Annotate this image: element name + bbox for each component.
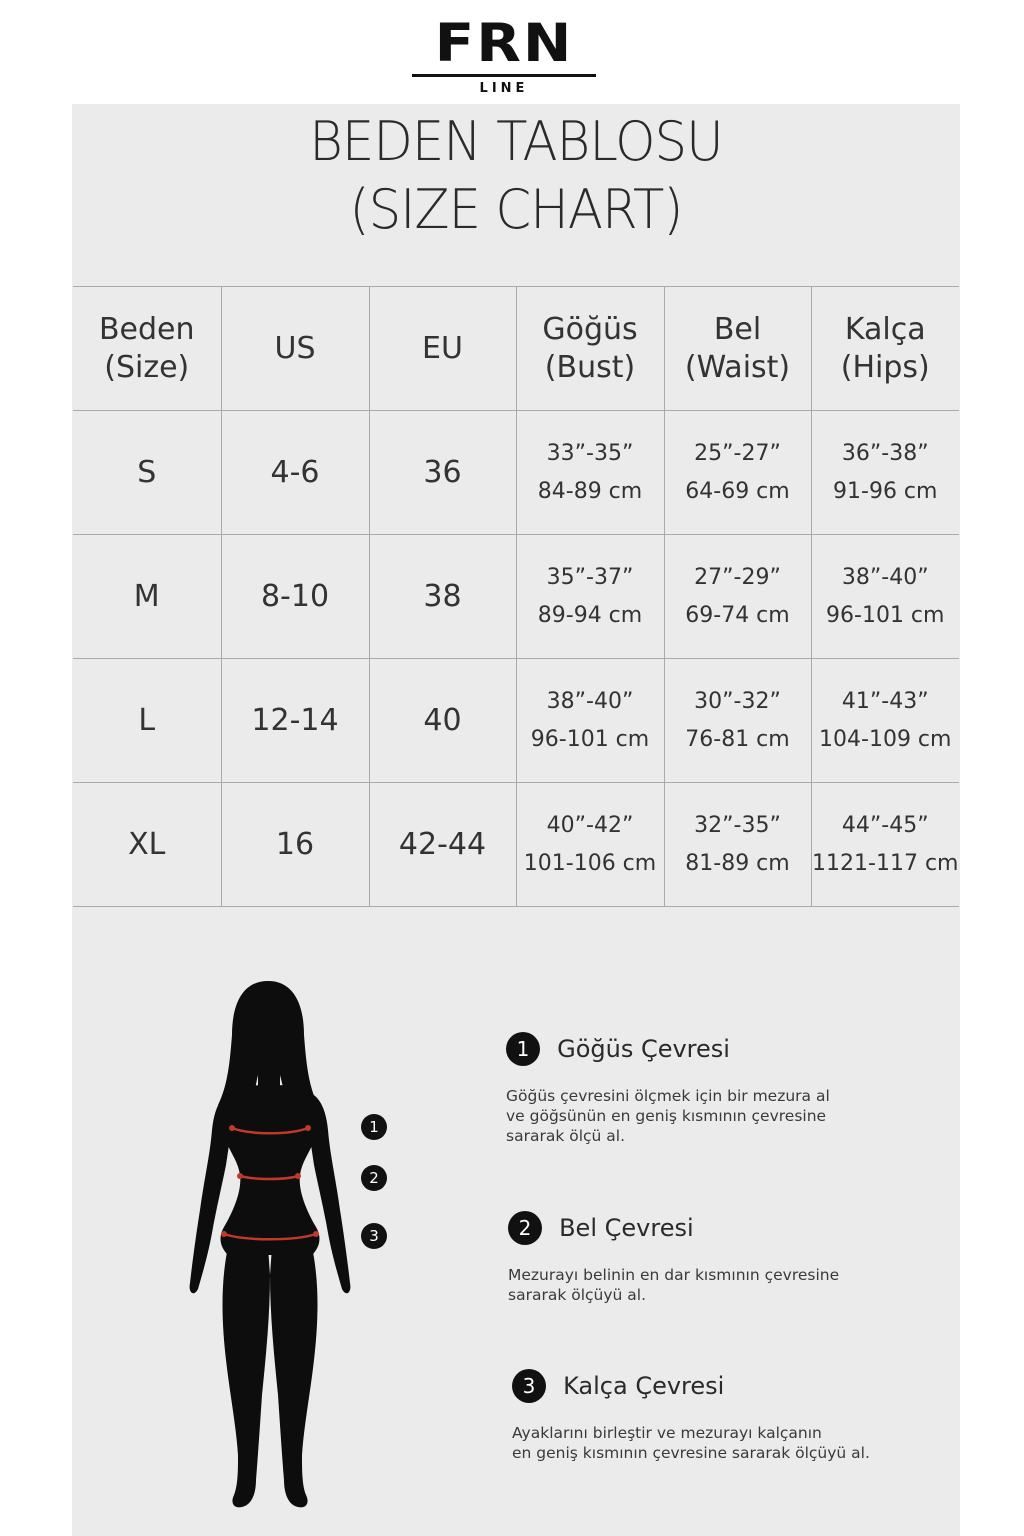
step-description: Ayaklarını birleştir ve mezurayı kalçanın en geniş kısmının çevresine sararak ölçüyü al.	[512, 1424, 870, 1462]
cell-waist: 27”-29” 69-74 cm	[664, 535, 811, 659]
cell-bust: 40”-42” 101-106 cm	[516, 783, 664, 907]
header-hips: Kalça (Hips)	[811, 287, 959, 411]
header-bust: Göğüs (Bust)	[516, 287, 664, 411]
cell-hips: 44”-45” 1121-117 cm	[811, 783, 959, 907]
table-row	[73, 535, 959, 659]
step-description: Mezurayı belinin en dar kısmının çevresine sararak ölçüyü al.	[508, 1266, 840, 1304]
cell-bust: 35”-37” 89-94 cm	[516, 535, 664, 659]
cell-eu: 40	[369, 659, 516, 783]
silhouette-illustration	[180, 975, 360, 1515]
cell-us: 12-14	[221, 659, 369, 783]
logo-divider	[412, 74, 596, 77]
brand-name: FRN	[434, 12, 574, 74]
marker-3-icon: 3	[361, 1223, 387, 1249]
cell-us: 16	[221, 783, 369, 907]
table-row	[73, 783, 959, 907]
cell-hips: 38”-40” 96-101 cm	[811, 535, 959, 659]
header-size: Beden (Size)	[73, 287, 221, 411]
cell-waist: 25”-27” 64-69 cm	[664, 411, 811, 535]
marker-2-icon: 2	[361, 1165, 387, 1191]
step-title: Kalça Çevresi	[563, 1372, 725, 1400]
table-row	[73, 659, 959, 783]
step-number-icon: 2	[508, 1211, 542, 1245]
header-eu: EU	[369, 287, 516, 411]
cell-bust: 33”-35” 84-89 cm	[516, 411, 664, 535]
step-description: Göğüs çevresini ölçmek için bir mezura al ve göğsünün en geniş kısmının çevresine sararak ölçü al.	[506, 1087, 830, 1145]
step-title: Göğüs Çevresi	[557, 1035, 730, 1063]
cell-eu: 42-44	[369, 783, 516, 907]
guide-step-hips	[512, 1369, 932, 1463]
step-number-icon: 3	[512, 1369, 546, 1403]
size-table	[73, 286, 959, 907]
brand-logo	[412, 14, 596, 96]
table-header-row	[73, 287, 959, 411]
cell-waist: 30”-32” 76-81 cm	[664, 659, 811, 783]
cell-eu: 36	[369, 411, 516, 535]
guide-step-waist	[508, 1211, 928, 1305]
step-title: Bel Çevresi	[559, 1214, 694, 1242]
cell-size: M	[73, 535, 221, 659]
cell-size: XL	[73, 783, 221, 907]
header-us: US	[221, 287, 369, 411]
table-row	[73, 411, 959, 535]
silhouette-shape	[190, 981, 351, 1507]
header-waist: Bel (Waist)	[664, 287, 811, 411]
brand-sub: LINE	[479, 81, 529, 96]
cell-size: L	[73, 659, 221, 783]
cell-hips: 36”-38” 91-96 cm	[811, 411, 959, 535]
marker-1-icon: 1	[361, 1114, 387, 1140]
title-line-2: (SIZE CHART)	[349, 178, 683, 241]
cell-eu: 38	[369, 535, 516, 659]
cell-size: S	[73, 411, 221, 535]
cell-bust: 38”-40” 96-101 cm	[516, 659, 664, 783]
title-line-1: BEDEN TABLOSU	[309, 110, 723, 173]
body-silhouette	[180, 975, 360, 1519]
cell-us: 8-10	[221, 535, 369, 659]
cell-us: 4-6	[221, 411, 369, 535]
cell-hips: 41”-43” 104-109 cm	[811, 659, 959, 783]
cell-waist: 32”-35” 81-89 cm	[664, 783, 811, 907]
guide-step-bust	[506, 1032, 926, 1146]
step-number-icon: 1	[506, 1032, 540, 1066]
page-title	[0, 108, 1024, 244]
